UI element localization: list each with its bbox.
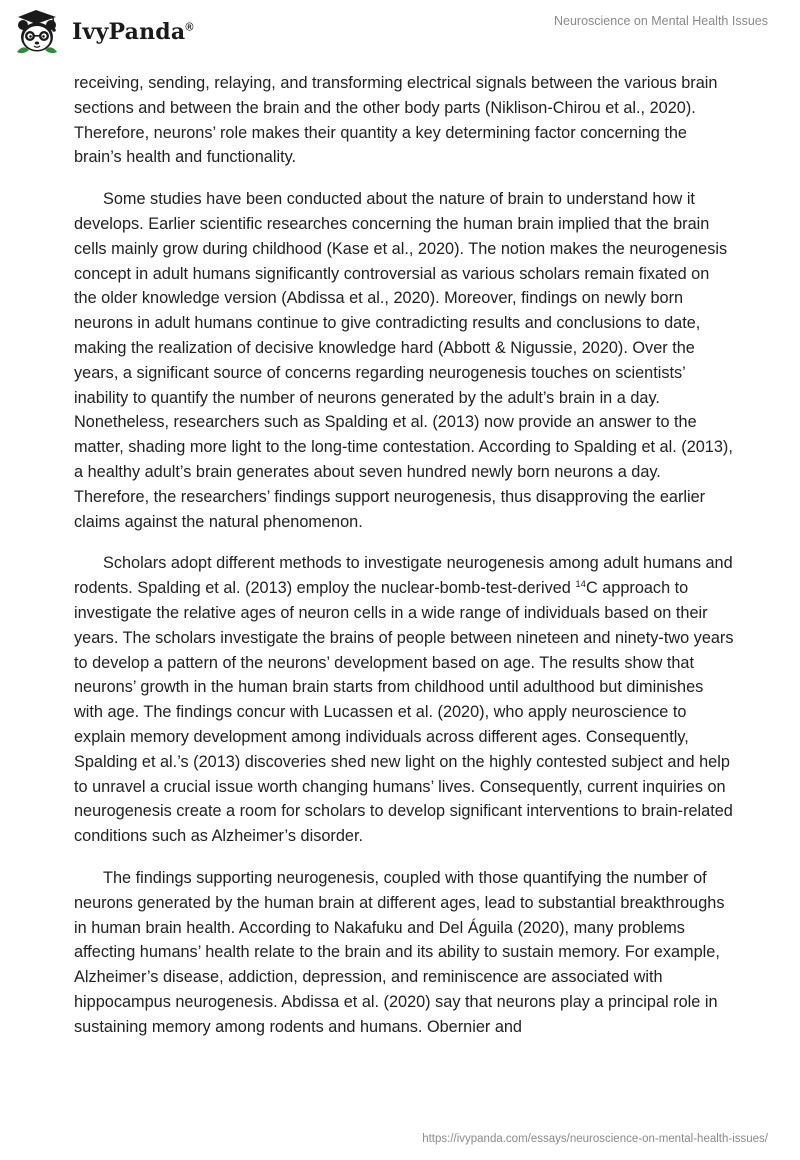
isotope-superscript: 14 xyxy=(575,579,586,591)
paragraph-text: C approach to investigate the relative ages of neuron cells in a wide range of individuals based on their years. The scholars investigate the brains of people between nineteen and ninety-two years to develop a pattern of the neurons’ development based on age. The results show that neurons’ growth in the human brain starts from childhood until adulthood but diminishes with age. The findings concur with Lucassen et al. (2020), who apply neuroscience to explain memory development among individuals across different ages. Consequently, Spalding et al.’s (2013) discoveries shed new light on the highly contested subject and help to unravel a crucial issue worth changing humans’ lives. Consequently, current inquiries on neurogenesis create a room for scholars to develop significant interventions to brain-related conditions such as Alzheimer’s disorder. xyxy=(74,579,734,846)
page-header xyxy=(0,0,800,66)
paragraph: The findings supporting neurogenesis, coupled with those quantifying the number of neurons generated by the human brain at different ages, lead to substantial breakthroughs in human brain health. According to Nakafuku and Del Águila (2020), many problems affecting humans’ health relate to the brain and its ability to sustain memory. For example, Alzheimer’s disease, addiction, depression, and reminiscence are associated with hippocampus neurogenesis. Abdissa et al. (2020) say that neurons play a principal role in sustaining memory among rodents and humans. Obernier and xyxy=(74,868,725,1036)
brand-name: IvyPanda® xyxy=(72,19,194,45)
panda-graduate-icon xyxy=(14,8,64,56)
document-title: Neuroscience on Mental Health Issues xyxy=(553,14,768,28)
ivypanda-logo[interactable] xyxy=(14,8,194,56)
source-url[interactable]: https://ivypanda.com/essays/neuroscience-on-mental-health-issues/ xyxy=(422,1133,768,1145)
paragraph: Some studies have been conducted about the nature of brain to understand how it develops. Earlier scientific researches concerning the human brain implied that the brain cells mainly grow during childhood (Kase et al., 2020). The notion makes the neurogenesis concept in adult humans significantly controversial as various scholars remain fixated on the older knowledge version (Abdissa et al., 2020). Moreover, findings on newly born neurons in adult humans continue to give contradicting results and conclusions to date, making the realization of decisive knowledge hard (Abbott & Nigussie, 2020). Over the years, a significant source of concerns regarding neurogenesis touches on scientists’ inability to quantify the number of neurons generated by the adult’s brain in a day. Nonetheless, researchers such as Spalding et al. (2013) now provide an answer to the matter, shading more light to the long-time contestation. According to Spalding et al. (2013), a healthy adult’s brain generates about seven hundred newly born neurons a day. Therefore, the researchers’ findings support neurogenesis, thus disapproving the earlier claims against the natural phenomenon. xyxy=(74,190,733,531)
paragraph: receiving, sending, relaying, and transforming electrical signals between the various brain sections and between the brain and the other body parts (Niklison-Chirou et al., 2020). Therefore, neurons’ role makes their quantity a key determining factor concerning the brain’s health and functionality. xyxy=(74,74,718,167)
registered-mark: ® xyxy=(185,21,194,34)
paragraph xyxy=(74,551,734,849)
essay-body xyxy=(74,71,734,1056)
paragraph-text: Scholars adopt different methods to investigate neurogenesis among adult humans and rodents. Spalding et al. (2013) employ the nuclear-bomb-test-derived xyxy=(74,554,733,598)
